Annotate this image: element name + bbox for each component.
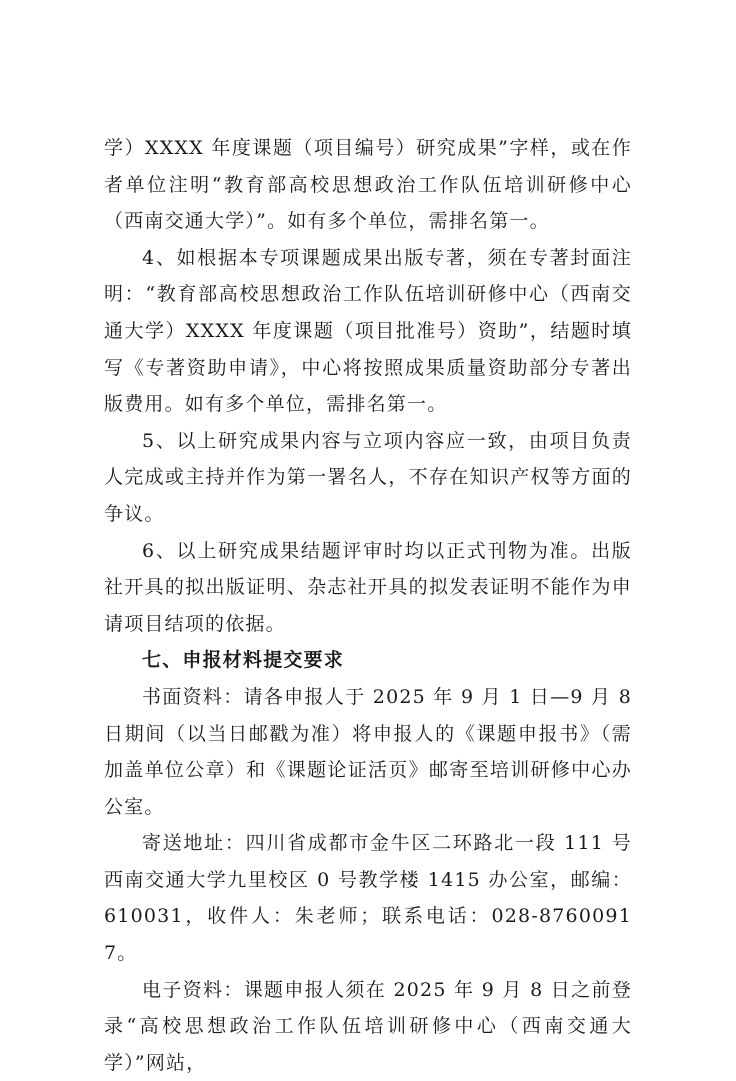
paragraph-electronic-materials: 电子资料：课题申报人须在 2025 年 9 月 8 日之前登录“高校思想政治工作队伍培训研修中心（西南交通大学）”网站， (104, 978, 632, 1074)
section-heading-7: 七、申报材料提交要求 (142, 649, 345, 672)
paragraph-item-6: 6、以上研究成果结题评审时均以正式刊物为准。出版社开具的拟出版证明、杂志社开具的拟发表证明不能作为申请项目结项的依据。 (104, 539, 632, 635)
paragraph-mailing-address: 寄送地址：四川省成都市金牛区二环路北一段 111 号西南交通大学九里校区 0 号教学楼 1415 办公室，邮编：610031，收件人：朱老师；联系电话：028-87600917。 (104, 832, 632, 965)
paragraph-continuation: 学）XXXX 年度课题（项目编号）研究成果”字样，或在作者单位注明“教育部高校思想政治工作队伍培训研修中心（西南交通大学）”。如有多个单位，需排名第一。 (104, 137, 632, 233)
paragraph-item-5: 5、以上研究成果内容与立项内容应一致，由项目负责人完成或主持并作为第一署名人，不存在知识产权等方面的争议。 (104, 429, 632, 525)
paragraph-item-4: 4、如根据本专项课题成果出版专著，须在专著封面注明：“教育部高校思想政治工作队伍培训研修中心（西南交通大学）XXXX 年度课题（项目批准号）资助”，结题时填写《专著资助申请》，中心将按照成果质量资助部分专著出版费用。如有多个单位，需排名第一。 (104, 246, 632, 416)
paragraph-written-materials: 书面资料：请各申报人于 2025 年 9 月 1 日—9 月 8 日期间（以当日邮戳为准）将申报人的《课题申报书》（需加盖单位公章）和《课题论证活页》邮寄至培训研修中心办公室。 (104, 685, 632, 818)
document-body (104, 130, 632, 1081)
